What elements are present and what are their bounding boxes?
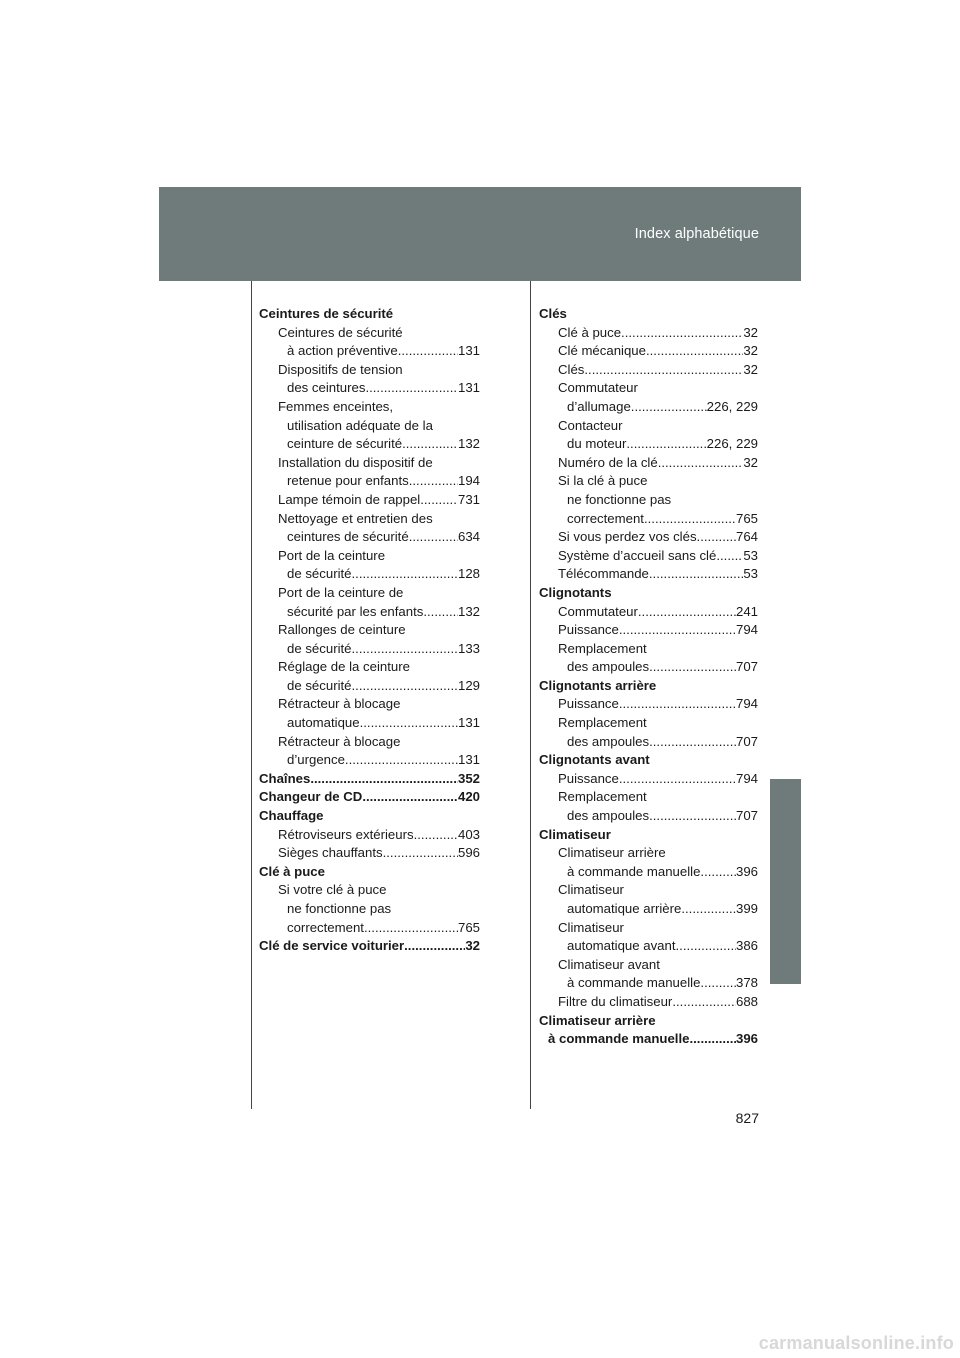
dot-leader bbox=[672, 993, 736, 1012]
index-entry-page: 707 bbox=[735, 733, 758, 749]
dot-leader bbox=[700, 974, 736, 993]
index-entry-term: Contacteur bbox=[558, 417, 623, 433]
index-entry-term: retenue pour enfants bbox=[287, 473, 409, 489]
index-entry-page: 133 bbox=[457, 640, 480, 656]
dot-leader bbox=[646, 342, 743, 361]
index-entry-page: 226, 229 bbox=[706, 436, 758, 452]
index-entry-term: Filtre du climatiseur bbox=[558, 993, 673, 1009]
dot-leader bbox=[649, 733, 736, 752]
dot-leader bbox=[364, 919, 458, 938]
dot-leader bbox=[658, 454, 744, 473]
index-entry-term: Lampe témoin de rappel bbox=[278, 491, 421, 507]
index-entry bbox=[259, 733, 480, 752]
index-column-right bbox=[539, 305, 758, 1049]
index-entry bbox=[539, 305, 758, 324]
index-entry bbox=[539, 974, 758, 993]
index-entry bbox=[259, 695, 480, 714]
index-entry-page: 132 bbox=[457, 603, 480, 619]
index-entry bbox=[259, 584, 480, 603]
index-entry-term: Puissance bbox=[558, 696, 619, 712]
dot-leader bbox=[352, 565, 458, 584]
index-entry bbox=[539, 993, 758, 1012]
index-entry-page: 32 bbox=[743, 343, 758, 359]
index-entry-page: 53 bbox=[743, 547, 758, 563]
index-entry-term: Clignotants avant bbox=[539, 752, 650, 768]
index-entry bbox=[539, 398, 758, 417]
dot-leader bbox=[644, 510, 736, 529]
index-entry-term: Clés bbox=[558, 361, 585, 377]
index-entry bbox=[259, 881, 480, 900]
index-entry-term: utilisation adéquate de la bbox=[287, 417, 433, 433]
index-entry bbox=[539, 844, 758, 863]
index-entry bbox=[259, 826, 480, 845]
index-entry-term: d’allumage bbox=[567, 398, 631, 414]
dot-leader bbox=[697, 528, 736, 547]
index-entry-term: des ampoules bbox=[567, 733, 650, 749]
dot-leader bbox=[689, 1030, 736, 1049]
index-entry bbox=[259, 361, 480, 380]
index-entry-term: Nettoyage et entretien des bbox=[278, 510, 433, 526]
index-entry-page: 32 bbox=[465, 938, 480, 954]
index-entry-page: 403 bbox=[457, 826, 480, 842]
index-entry-page: 131 bbox=[457, 380, 480, 396]
index-entry-page: 765 bbox=[457, 919, 480, 935]
index-entry-term: Si vous perdez vos clés bbox=[558, 529, 697, 545]
index-entry-term: du moteur bbox=[567, 436, 627, 452]
index-entry-term: Climatiseur bbox=[539, 826, 611, 842]
index-entry-term: Clé à puce bbox=[558, 324, 622, 340]
index-entry-page: 226, 229 bbox=[706, 398, 758, 414]
index-entry bbox=[539, 491, 758, 510]
index-entry-page: 396 bbox=[735, 863, 758, 879]
index-entry-page: 194 bbox=[457, 473, 480, 489]
index-entry-page: 131 bbox=[457, 715, 480, 731]
index-entry-page: 352 bbox=[457, 770, 480, 786]
dot-leader bbox=[700, 863, 736, 882]
dot-leader bbox=[402, 435, 458, 454]
index-entry-term: Port de la ceinture bbox=[278, 547, 386, 563]
index-entry-term: Clignotants arrière bbox=[539, 677, 657, 693]
index-entry-term: Chauffage bbox=[259, 808, 324, 824]
index-entry-term: Sièges chauffants bbox=[278, 845, 383, 861]
index-entry-term: des ampoules bbox=[567, 659, 650, 675]
index-entry-term: des ceintures bbox=[287, 380, 366, 396]
index-entry bbox=[539, 937, 758, 956]
index-entry bbox=[259, 900, 480, 919]
dot-leader bbox=[352, 640, 458, 659]
index-entry bbox=[539, 733, 758, 752]
dot-leader bbox=[619, 695, 736, 714]
index-entry-page: 420 bbox=[457, 789, 480, 805]
index-entry bbox=[259, 379, 480, 398]
index-entry bbox=[539, 621, 758, 640]
index-entry-term: Ceintures de sécurité bbox=[278, 324, 403, 340]
index-entry bbox=[259, 640, 480, 659]
index-entry bbox=[259, 472, 480, 491]
index-entry bbox=[259, 565, 480, 584]
index-entry-term: Changeur de CD bbox=[259, 789, 363, 805]
index-entry-term: Installation du dispositif de bbox=[278, 454, 433, 470]
index-entry-term: Ceintures de sécurité bbox=[259, 306, 394, 321]
index-entry bbox=[259, 714, 480, 733]
index-entry-page: 53 bbox=[743, 566, 758, 582]
index-entry bbox=[539, 751, 758, 770]
index-entry bbox=[539, 919, 758, 938]
index-entry bbox=[539, 547, 758, 566]
index-entry bbox=[259, 658, 480, 677]
index-entry-term: Remplacement bbox=[558, 715, 647, 731]
index-entry-term: Réglage de la ceinture bbox=[278, 659, 410, 675]
index-column-left bbox=[259, 305, 480, 956]
index-entry-page: 386 bbox=[735, 938, 758, 954]
dot-leader bbox=[414, 826, 458, 845]
index-entry-page: 688 bbox=[735, 993, 758, 1009]
dot-leader bbox=[352, 677, 458, 696]
index-entry bbox=[539, 510, 758, 529]
index-entry bbox=[539, 788, 758, 807]
index-entry-term: Numéro de la clé bbox=[558, 454, 658, 470]
index-entry-term: Chaînes bbox=[259, 770, 311, 786]
index-entry bbox=[539, 677, 758, 696]
index-entry bbox=[539, 472, 758, 491]
index-entry-term: Commutateur bbox=[558, 380, 638, 396]
index-entry bbox=[539, 342, 758, 361]
index-entry bbox=[539, 565, 758, 584]
index-entry-page: 129 bbox=[457, 677, 480, 693]
index-entry bbox=[259, 454, 480, 473]
index-entry bbox=[259, 435, 480, 454]
section-side-tab bbox=[770, 779, 801, 984]
index-entry bbox=[259, 342, 480, 361]
index-entry-term: automatique bbox=[287, 715, 360, 731]
index-entry-term: de sécurité bbox=[287, 677, 352, 693]
index-entry bbox=[259, 844, 480, 863]
index-entry-term: Puissance bbox=[558, 622, 619, 638]
index-entry-page: 132 bbox=[457, 436, 480, 452]
index-entry bbox=[259, 621, 480, 640]
dot-leader bbox=[626, 435, 706, 454]
index-entry bbox=[539, 695, 758, 714]
index-entry-page: 32 bbox=[743, 454, 758, 470]
column-divider bbox=[530, 281, 531, 1109]
index-entry bbox=[539, 1012, 758, 1031]
index-entry bbox=[539, 881, 758, 900]
index-entry-page: 731 bbox=[457, 491, 480, 507]
index-entry-term: Clé à puce bbox=[259, 863, 325, 879]
dot-leader bbox=[638, 603, 736, 622]
index-entry-term: Télécommande bbox=[558, 566, 649, 582]
dot-leader bbox=[383, 844, 458, 863]
index-entry bbox=[259, 510, 480, 529]
index-entry-page: 707 bbox=[735, 659, 758, 675]
index-entry-term: Port de la ceinture de bbox=[278, 584, 404, 600]
dot-leader bbox=[310, 770, 458, 789]
index-entry bbox=[539, 417, 758, 436]
index-entry bbox=[259, 305, 480, 324]
index-entry bbox=[539, 584, 758, 603]
index-entry bbox=[539, 324, 758, 343]
index-entry-page: 794 bbox=[735, 770, 758, 786]
index-entry-term: sécurité par les enfants bbox=[287, 603, 424, 619]
index-entry-page: 596 bbox=[457, 845, 480, 861]
index-entry bbox=[539, 826, 758, 845]
index-entry-term: ceintures de sécurité bbox=[287, 529, 409, 545]
index-entry bbox=[539, 361, 758, 380]
index-entry bbox=[539, 658, 758, 677]
dot-leader bbox=[619, 770, 736, 789]
page-number: 827 bbox=[735, 1110, 759, 1126]
header-title: Index alphabétique bbox=[634, 226, 759, 242]
index-entry-term: Clé de service voiturier bbox=[259, 938, 405, 954]
index-entry-term: Climatiseur arrière bbox=[558, 845, 666, 861]
index-entry bbox=[539, 603, 758, 622]
index-entry bbox=[539, 435, 758, 454]
index-entry-page: 241 bbox=[735, 603, 758, 619]
index-entry-page: 396 bbox=[735, 1031, 758, 1047]
left-column-rule bbox=[251, 281, 252, 1109]
index-entry-term: correctement bbox=[567, 510, 644, 526]
index-entry-term: à commande manuelle bbox=[567, 975, 701, 991]
index-entry-term: ne fonctionne pas bbox=[567, 491, 672, 507]
index-entry-page: 32 bbox=[743, 324, 758, 340]
index-entry bbox=[539, 956, 758, 975]
index-entry bbox=[259, 751, 480, 770]
index-entry bbox=[539, 714, 758, 733]
index-entry-page: 794 bbox=[735, 696, 758, 712]
index-entry-term: ne fonctionne pas bbox=[287, 901, 392, 916]
dot-leader bbox=[398, 342, 458, 361]
index-entry bbox=[539, 807, 758, 826]
index-entry-term: Si votre clé à puce bbox=[278, 882, 387, 898]
dot-leader bbox=[631, 398, 707, 417]
index-entry bbox=[259, 788, 480, 807]
dot-leader bbox=[404, 937, 465, 956]
index-entry-term: Climatiseur bbox=[558, 919, 624, 935]
index-entry-page: 378 bbox=[735, 975, 758, 991]
dot-leader bbox=[584, 361, 743, 380]
index-entry bbox=[539, 379, 758, 398]
index-entry-term: à commande manuelle bbox=[567, 863, 701, 879]
index-entry bbox=[259, 603, 480, 622]
dot-leader bbox=[409, 472, 458, 491]
index-entry-term: Remplacement bbox=[558, 640, 647, 656]
index-entry bbox=[259, 863, 480, 882]
dot-leader bbox=[649, 807, 736, 826]
index-entry-term: Rétroviseurs extérieurs bbox=[278, 826, 414, 842]
index-entry-term: Commutateur bbox=[558, 603, 638, 619]
index-entry-term: Rétracteur à blocage bbox=[278, 733, 401, 749]
index-entry bbox=[539, 863, 758, 882]
dot-leader bbox=[345, 751, 458, 770]
index-entry bbox=[259, 547, 480, 566]
index-entry-term: de sécurité bbox=[287, 640, 352, 656]
index-entry bbox=[539, 1030, 758, 1049]
index-entry-term: ceinture de sécurité bbox=[287, 436, 403, 452]
dot-leader bbox=[360, 714, 458, 733]
index-entry-term: Dispositifs de tension bbox=[278, 361, 403, 377]
index-entry bbox=[259, 528, 480, 547]
index-entry-page: 399 bbox=[735, 901, 758, 916]
index-entry-page: 32 bbox=[743, 361, 758, 377]
index-entry bbox=[259, 770, 480, 789]
index-entry bbox=[259, 417, 480, 436]
index-entry bbox=[539, 454, 758, 473]
dot-leader bbox=[676, 937, 736, 956]
dot-leader bbox=[423, 603, 458, 622]
index-entry bbox=[259, 919, 480, 938]
index-entry-term: des ampoules bbox=[567, 808, 650, 824]
dot-leader bbox=[619, 621, 736, 640]
dot-leader bbox=[420, 491, 458, 510]
index-entry bbox=[539, 770, 758, 789]
index-entry-page: 707 bbox=[735, 808, 758, 824]
dot-leader bbox=[365, 379, 458, 398]
index-entry-term: d’urgence bbox=[287, 752, 345, 768]
index-entry bbox=[539, 528, 758, 547]
index-entry-page: 794 bbox=[735, 622, 758, 638]
index-entry bbox=[259, 398, 480, 417]
index-entry-term: Climatiseur bbox=[558, 882, 624, 898]
index-entry-term: Rétracteur à blocage bbox=[278, 696, 401, 712]
index-entry-term: Si la clé à puce bbox=[558, 473, 648, 489]
dot-leader bbox=[681, 900, 736, 919]
index-entry-term: Remplacement bbox=[558, 789, 647, 805]
index-entry-page: 764 bbox=[735, 529, 758, 545]
index-entry-term: Clignotants bbox=[539, 584, 612, 600]
index-entry-term: Clé mécanique bbox=[558, 343, 646, 359]
index-entry bbox=[259, 324, 480, 343]
dot-leader bbox=[649, 565, 743, 584]
index-entry bbox=[259, 937, 480, 956]
page-header bbox=[159, 187, 801, 281]
index-entry-page: 131 bbox=[457, 343, 480, 359]
index-entry-term: automatique arrière bbox=[567, 901, 682, 916]
index-entry bbox=[259, 677, 480, 696]
index-entry-term: Clés bbox=[539, 306, 567, 321]
index-entry-term: de sécurité bbox=[287, 566, 352, 582]
index-entry-page: 634 bbox=[457, 529, 480, 545]
index-entry-term: Climatiseur arrière bbox=[539, 1012, 656, 1028]
index-entry-term: à action préventive bbox=[287, 343, 398, 359]
dot-leader bbox=[716, 547, 743, 566]
index-entry-page: 765 bbox=[735, 510, 758, 526]
index-entry-term: correctement bbox=[287, 919, 364, 935]
index-entry-term: Système d’accueil sans clé bbox=[558, 547, 717, 563]
index-entry-term: à commande manuelle bbox=[548, 1031, 690, 1047]
index-entry-page: 131 bbox=[457, 752, 480, 768]
dot-leader bbox=[621, 324, 743, 343]
index-entry bbox=[539, 900, 758, 919]
index-entry bbox=[259, 807, 480, 826]
index-entry-page: 128 bbox=[457, 566, 480, 582]
index-entry-term: Femmes enceintes, bbox=[278, 398, 394, 414]
dot-leader bbox=[649, 658, 736, 677]
watermark: carmanualsonline.info bbox=[758, 1333, 954, 1353]
index-entry-term: Climatiseur avant bbox=[558, 956, 660, 972]
dot-leader bbox=[362, 788, 458, 807]
index-entry-term: Rallonges de ceinture bbox=[278, 622, 406, 638]
index-entry bbox=[539, 640, 758, 659]
dot-leader bbox=[409, 528, 458, 547]
index-entry bbox=[259, 491, 480, 510]
index-entry-term: Puissance bbox=[558, 770, 619, 786]
index-entry-term: automatique avant bbox=[567, 938, 676, 954]
